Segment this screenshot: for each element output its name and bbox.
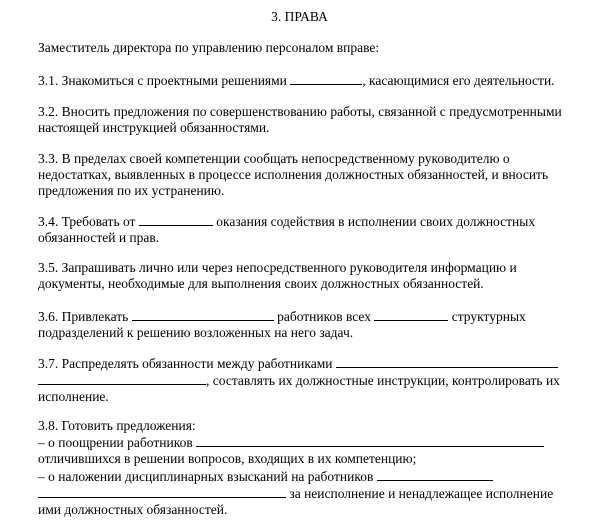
intro-line: Заместитель директора по управлению персоналом вправе:	[38, 40, 380, 55]
p5-line-1: 3.5. Запрашивать лично или через непосредственного руководителя информацию и	[38, 260, 517, 275]
p8-line-5	[38, 485, 583, 502]
p4-line-1	[38, 213, 583, 230]
paragraph-3-7	[38, 355, 583, 406]
p7-blank-1	[336, 355, 558, 368]
paragraph-3-5	[38, 260, 583, 292]
p4-blank	[139, 213, 213, 226]
p8-line-2	[38, 434, 583, 451]
p7-blank-2	[38, 372, 206, 385]
p1-text-a: 3.1. Знакомиться с проектными решениями	[38, 73, 287, 88]
p8-line-4	[38, 468, 583, 485]
p7-text-b: , составлять их должностные инструкции, контролировать их	[206, 373, 560, 389]
p6-text-b: работников всех	[277, 309, 371, 324]
paragraph-3-1	[38, 72, 583, 89]
p6-text-c: структурных	[451, 309, 526, 324]
p3-line-1: 3.3. В пределах своей компетенции сообщать непосредственному руководителю о	[38, 151, 510, 166]
p8-blank-2	[377, 468, 493, 481]
section-heading: 3. ПРАВА	[271, 9, 328, 24]
p7-line-3: исполнение.	[38, 389, 109, 405]
p6-line-2: подразделений к решению возложенных на него задач.	[38, 325, 354, 341]
p8-blank-3	[38, 485, 286, 498]
p8-line-3: отличившихся в решении вопросов, входящих в их компетенцию;	[38, 451, 417, 467]
paragraph-3-6	[38, 308, 583, 341]
p8-line-6: ими должностных обязанностей.	[38, 502, 228, 518]
p1-text-b: , касающимися его деятельности.	[362, 73, 555, 88]
p8-blank-1	[196, 434, 544, 447]
p7-text-a: 3.7. Распределять обязанности между работниками	[38, 356, 333, 371]
p4-line-2: обязанностей и прав.	[38, 230, 160, 246]
paragraph-3-8	[38, 418, 583, 518]
p8-text-l5: за неисполнение и ненадлежащее исполнение	[289, 485, 554, 501]
paragraph-3-2	[38, 104, 583, 136]
p8-text-l2: – о поощрении работников	[38, 435, 193, 451]
p7-line-2	[38, 372, 583, 389]
p6-blank-1	[132, 308, 274, 321]
p6-blank-2	[374, 308, 448, 321]
p6-text-a: 3.6. Привлекать	[38, 309, 129, 324]
paragraph-3-3	[38, 151, 583, 200]
p2-line-1: 3.2. Вносить предложения по совершенствованию работы, связанной с предусмотренными	[38, 104, 562, 119]
p6-line-1	[38, 308, 583, 325]
p8-text-l4: – о наложении дисциплинарных взысканий на работников	[38, 468, 374, 484]
p4-text-b: оказания содействия в исполнении своих должностных	[216, 214, 536, 229]
p4-text-a: 3.4. Требовать от	[38, 214, 136, 229]
p2-line-2: настоящей инструкцией обязанностями.	[38, 120, 270, 136]
p1-blank	[290, 72, 362, 85]
p3-line-3: предложения по их устранению.	[38, 183, 225, 199]
paragraph-3-4	[38, 213, 583, 246]
intro-text	[38, 40, 583, 56]
p3-line-2: недостатках, выявленных в процессе исполнения должностных обязанностей, и вносить	[38, 167, 549, 183]
p7-line-1	[38, 355, 583, 372]
p8-line-1: 3.8. Готовить предложения:	[38, 418, 196, 433]
p5-line-2: документы, необходимые для выполнения своих должностных обязанностей.	[38, 276, 484, 292]
